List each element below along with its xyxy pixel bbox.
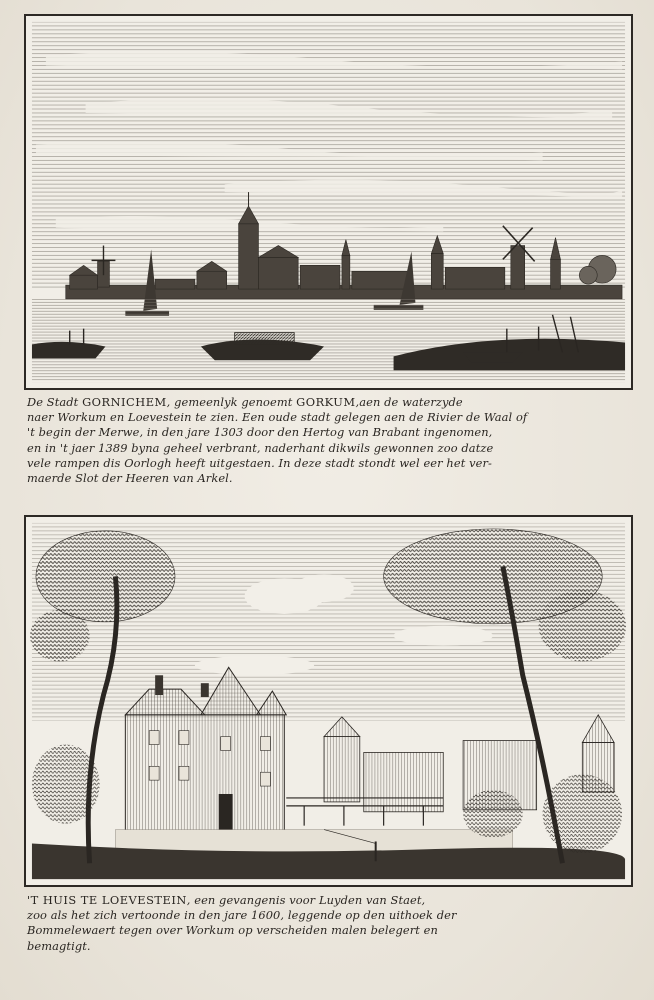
caption-line-4: bemagtigt.: [27, 938, 91, 953]
loevestein-engraving: [26, 517, 631, 885]
caption-line-5: vele rampen dis Oorlogh heeft uitgestaen. In deze stadt stondt wel eer het ver-: [27, 455, 492, 470]
engraving-loevestein-castle: [24, 515, 633, 887]
caption-loevestein: [27, 893, 632, 954]
caption-line-4: en in 't jaer 1389 byna geheel verbrant, naderhant dikwils gewonnen zoo datze: [27, 440, 494, 455]
engraving-gorinchem-view: [24, 14, 633, 390]
caption-line-6: maerde Slot der Heeren van Arkel.: [27, 471, 233, 486]
place-name-loevestein: 'T HUIS TE LOEVESTEIN: [27, 893, 187, 907]
caption-gorinchem: [27, 395, 632, 486]
caption-line-1: 'T HUIS TE LOEVESTEIN, een gevangenis voor Luyden van Staet,: [27, 893, 426, 907]
caption-line-2: naer Workum en Loevestein te zien. Een oude stadt gelegen aen de Rivier de Waal of: [27, 410, 528, 425]
caption-line-3: 't begin der Merwe, in den jare 1303 door den Hertog van Brabant ingenomen,: [27, 425, 493, 440]
caption-line-2: zoo als het zich vertoonde in den jare 1600, leggende op den uithoek der: [27, 908, 457, 923]
caption-line-3: Bommelewaert tegen over Workum op verscheiden malen belegert en: [27, 923, 438, 938]
caption-line-1: De Stadt GORNICHEM, gemeenlyk genoemt GORKUM,aen de waterzyde: [27, 395, 463, 409]
gorinchem-engraving: [26, 16, 631, 388]
place-name-gorkum: GORKUM: [296, 395, 356, 409]
place-name-gornichem: GORNICHEM: [82, 395, 167, 409]
